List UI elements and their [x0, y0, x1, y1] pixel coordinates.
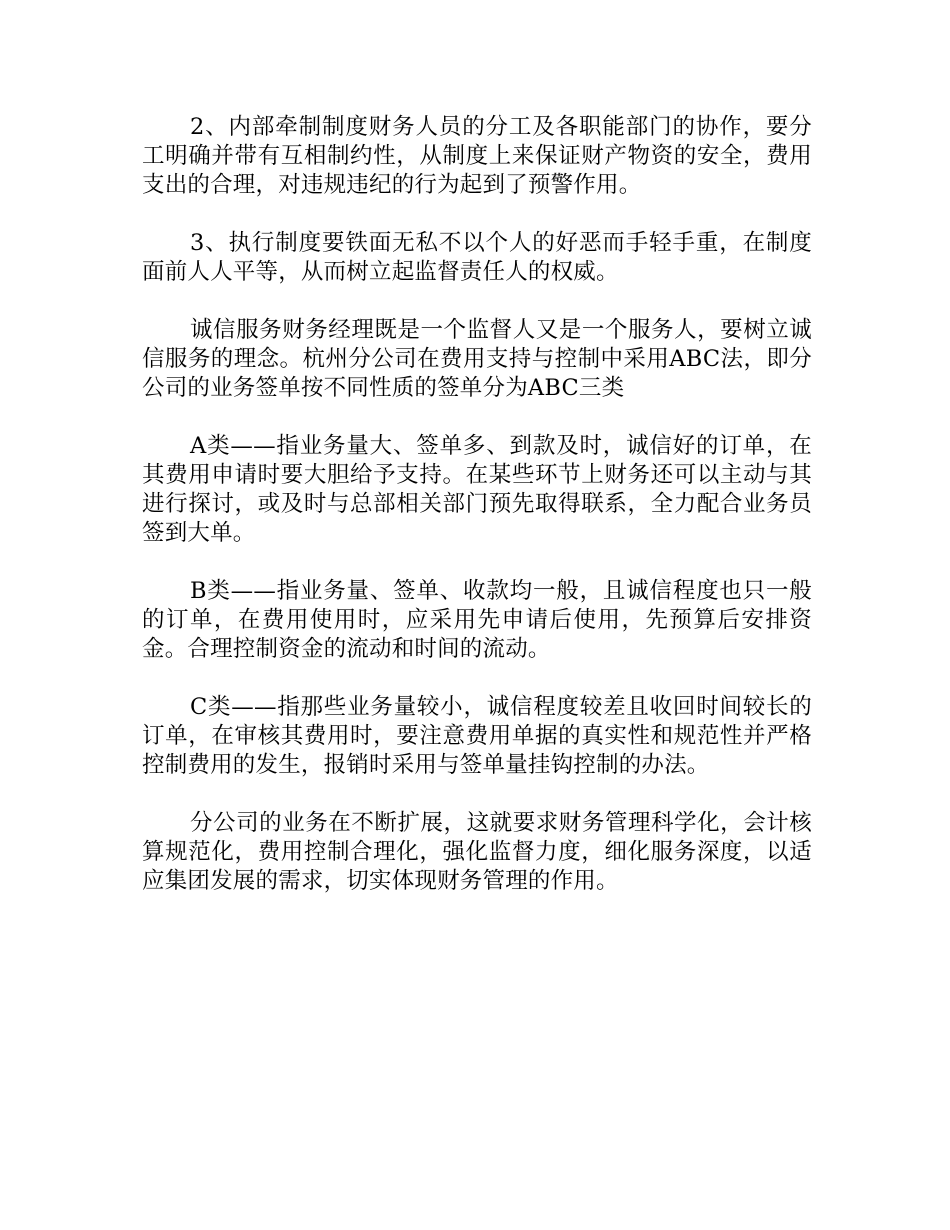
- paragraph-conclusion: 分公司的业务在不断扩展，这就要求财务管理科学化，会计核算规范化，费用控制合理化，强化监督力度，细化服务深度，以适应集团发展的需求，切实体现财务管理的作用。: [142, 810, 812, 894]
- paragraph-integrity-service: 诚信服务财务经理既是一个监督人又是一个服务人，要树立诚信服务的理念。杭州分公司在费用支持与控制中采用ABC法，即分公司的业务签单按不同性质的签单分为ABC三类: [142, 317, 812, 401]
- paragraph-class-a: A类——指业务量大、签单多、到款及时，诚信好的订单，在其费用申请时要大胆给予支持。在某些环节上财务还可以主动与其进行探讨，或及时与总部相关部门预先取得联系，全力配合业务员签到大单。: [142, 433, 812, 546]
- document-body: [142, 113, 812, 925]
- paragraph-enforcement: 3、执行制度要铁面无私不以个人的好恶而手轻手重，在制度面前人人平等，从而树立起监督责任人的权威。: [142, 230, 812, 285]
- paragraph-class-b: B类——指业务量、签单、收款均一般，且诚信程度也只一般的订单，在费用使用时，应采用先申请后使用，先预算后安排资金。合理控制资金的流动和时间的流动。: [142, 578, 812, 662]
- paragraph-class-c: C类——指那些业务量较小，诚信程度较差且收回时间较长的订单，在审核其费用时，要注意费用单据的真实性和规范性并严格控制费用的发生，报销时采用与签单量挂钩控制的办法。: [142, 694, 812, 778]
- paragraph-internal-control: 2、内部牵制制度财务人员的分工及各职能部门的协作，要分工明确并带有互相制约性，从制度上来保证财产物资的安全，费用支出的合理，对违规违纪的行为起到了预警作用。: [142, 114, 812, 198]
